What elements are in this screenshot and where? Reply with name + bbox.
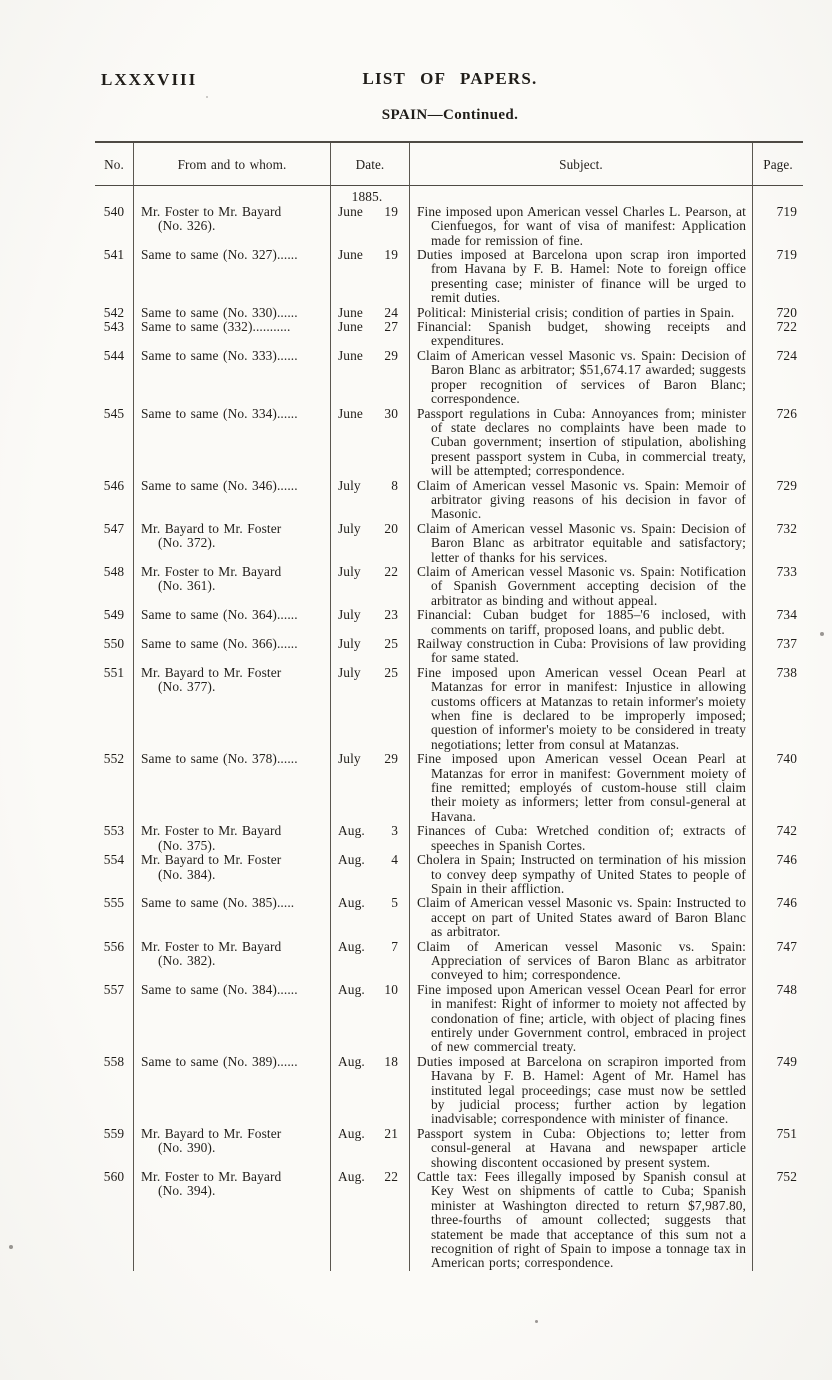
row-number: 558: [95, 1055, 134, 1127]
row-date: [331, 940, 410, 983]
row-date: [331, 896, 410, 939]
row-number: 550: [95, 637, 134, 666]
row-page-number: 752: [776, 1169, 797, 1185]
date-month: Aug.: [338, 938, 365, 954]
row-date: [331, 1127, 410, 1170]
date-month: July: [338, 477, 361, 493]
date-day: 25: [384, 664, 398, 680]
date-month: Aug.: [338, 1169, 365, 1185]
row-date: [331, 565, 410, 608]
date-month: Aug.: [338, 823, 365, 839]
correspondent-line: Same to same (No. 334)......: [141, 405, 298, 421]
row-subject: Finances of Cuba: Wretched condition of; extracts of speeches in Spanish Cortes.: [410, 824, 753, 853]
row-subject: Claim of American vessel Masonic vs. Spain: Instructed to accept on part of United States award of Baron Blanc as arbitrator.: [410, 896, 753, 939]
row-number: 559: [95, 1127, 134, 1170]
page-title: LIST OF PAPERS.: [362, 69, 538, 88]
row-page-number: 732: [776, 520, 797, 536]
correspondent-line: Same to same (No. 384)......: [141, 981, 298, 997]
date-day: 22: [384, 563, 398, 579]
row-subject: Duties imposed at Barcelona on scrapiron imported from Havana by F. B. Hamel: Agent of Mr. Hamel has instituted legal proceedings; case must now be settled by judicial process; further action by legation inadvisable; correspondence with minister of finance.: [410, 1055, 753, 1127]
correspondent-line: Same to same (No. 385).....: [141, 895, 295, 911]
correspondent-line: Mr. Bayard to Mr. Foster: [141, 1125, 282, 1141]
row-number: 540: [95, 205, 134, 248]
correspondent-line: Same to same (No. 327)......: [141, 247, 298, 263]
row-correspondents: [134, 940, 331, 983]
row-correspondents: [134, 1055, 331, 1127]
date-month: June: [338, 405, 363, 421]
correspondent-line: Mr. Foster to Mr. Bayard: [141, 1169, 282, 1185]
row-date: [331, 349, 410, 407]
row-number: 545: [95, 407, 134, 479]
row-correspondents: [134, 205, 331, 248]
row-page-number: [753, 186, 803, 204]
row-subject: Claim of American vessel Masonic vs. Spain: Appreciation of services of Baron Blanc as arbitrator conveyed to him; correspondence.: [410, 940, 753, 983]
date-month: July: [338, 607, 361, 623]
correspondent-line: Same to same (No. 378)......: [141, 751, 298, 767]
row-date: [331, 320, 410, 349]
row-page-number: 746: [776, 852, 797, 868]
row-date: [331, 608, 410, 637]
row-correspondents: [134, 752, 331, 824]
row-subject: Fine imposed upon American vessel Ocean Pearl for error in manifest: Right of informer to moiety not affected by condonation of fine; article, with object of placing fines entirely under Government control, embraced in project of new commercial treaty.: [410, 983, 753, 1055]
row-number: 553: [95, 824, 134, 853]
row-date: [331, 205, 410, 248]
row-subject: Railway construction in Cuba: Provisions of law providing for same stated.: [410, 637, 753, 666]
correspondent-line: Mr. Foster to Mr. Bayard: [141, 938, 282, 954]
date-month: Aug.: [338, 1125, 365, 1141]
row-correspondents: [134, 248, 331, 306]
row-date: [331, 824, 410, 853]
date-month: Aug.: [338, 852, 365, 868]
row-subject: [410, 186, 753, 204]
date-day: 22: [384, 1169, 398, 1185]
year-label: 1885.: [331, 186, 410, 204]
row-number: 543: [95, 320, 134, 349]
scan-speck: [535, 1320, 538, 1323]
row-number: 544: [95, 349, 134, 407]
row-subject: Financial: Cuban budget for 1885–'6 inclosed, with comments on tariff, proposed loans, and public debt.: [410, 608, 753, 637]
row-subject: Passport regulations in Cuba: Annoyances from; minister of state declares no complaints have been made to Cuban government; insertion of stipulation, abolishing present passport system in Cuba, in commercial treaty, will be attempted; correspondence.: [410, 407, 753, 479]
row-number: 557: [95, 983, 134, 1055]
row-correspondents: [134, 637, 331, 666]
row-date: [331, 1055, 410, 1127]
row-date: [331, 1170, 410, 1271]
date-day: 19: [384, 203, 398, 219]
date-month: July: [338, 751, 361, 767]
correspondent-line: (No. 375).: [158, 837, 216, 853]
correspondent-line: Mr. Bayard to Mr. Foster: [141, 664, 282, 680]
row-page-number: 729: [776, 477, 797, 493]
correspondent-line: Same to same (No. 364)......: [141, 607, 298, 623]
row-number: 554: [95, 853, 134, 896]
row-subject: Duties imposed at Barcelona upon scrap iron imported from Havana by F. B. Hamel: Note to foreign office presenting case; minister of finance will be urged to remit duties.: [410, 248, 753, 306]
row-page-number: 740: [776, 751, 797, 767]
scan-speck: [206, 96, 208, 98]
date-day: 8: [391, 477, 398, 493]
row-correspondents: [134, 349, 331, 407]
row-correspondents: [134, 306, 331, 320]
correspondent-line: (No. 390).: [158, 1140, 216, 1156]
row-page-number: 734: [776, 607, 797, 623]
row-page-number: 719: [776, 203, 797, 219]
date-month: Aug.: [338, 1053, 365, 1069]
row-page-number: 724: [776, 347, 797, 363]
date-day: 7: [391, 938, 398, 954]
row-number: 548: [95, 565, 134, 608]
row-page-number: 720: [776, 304, 797, 320]
date-day: 19: [384, 247, 398, 263]
date-month: Aug.: [338, 981, 365, 997]
date-day: 4: [391, 852, 398, 868]
date-month: June: [338, 203, 363, 219]
correspondent-line: Same to same (332)...........: [141, 319, 291, 335]
row-page-number: 738: [776, 664, 797, 680]
section-title: SPAIN—Continued.: [381, 107, 519, 123]
column-header-page: Page.: [753, 143, 803, 186]
correspondent-line: (No. 372).: [158, 535, 216, 551]
row-subject: Fine imposed upon American vessel Ocean Pearl at Matanzas for error in manifest: Injustice in allowing customs officers at Matanzas to retain informer's moiety when fine is declared to be improperly imposed; question of informer's moiety to be considered in treaty negotiations; letter from consul at Matanzas.: [410, 666, 753, 752]
correspondent-line: Same to same (No. 333)......: [141, 347, 298, 363]
date-day: 24: [384, 304, 398, 320]
date-day: 5: [391, 895, 398, 911]
row-date: [331, 479, 410, 522]
correspondent-line: Same to same (No. 346)......: [141, 477, 298, 493]
correspondent-line: (No. 394).: [158, 1183, 216, 1199]
date-day: 21: [384, 1125, 398, 1141]
correspondent-line: Mr. Foster to Mr. Bayard: [141, 203, 282, 219]
column-header-subject: Subject.: [410, 143, 753, 186]
date-month: June: [338, 347, 363, 363]
row-correspondents: [134, 479, 331, 522]
row-page-number: 748: [776, 981, 797, 997]
row-number: 556: [95, 940, 134, 983]
row-subject: Passport system in Cuba: Objections to; letter from consul-general at Havana and newspaper article showing discontent occasioned by present system.: [410, 1127, 753, 1170]
correspondent-line: Same to same (No. 366)......: [141, 636, 298, 651]
date-month: July: [338, 563, 361, 579]
correspondent-line: Mr. Foster to Mr. Bayard: [141, 563, 282, 579]
column-header-date: Date.: [331, 143, 410, 186]
date-day: 29: [384, 751, 398, 767]
date-day: 27: [384, 319, 398, 335]
row-page-number: 751: [776, 1125, 797, 1141]
row-subject: Claim of American vessel Masonic vs. Spain: Notification of Spanish Government accepting decision of the arbitrator as binding and without appeal.: [410, 565, 753, 608]
row-date: [331, 853, 410, 896]
row-number: 549: [95, 608, 134, 637]
row-date: [331, 752, 410, 824]
row-page-number: 722: [776, 319, 797, 335]
date-day: 3: [391, 823, 398, 839]
correspondent-line: Mr. Foster to Mr. Bayard: [141, 823, 282, 839]
row-correspondents: [134, 407, 331, 479]
row-number: 551: [95, 666, 134, 752]
row-correspondents: [134, 522, 331, 565]
row-correspondents: [134, 666, 331, 752]
row-page-number: 737: [776, 636, 797, 651]
row-date: [331, 983, 410, 1055]
row-date: [331, 407, 410, 479]
row-subject: Political: Ministerial crisis; condition of parties in Spain.: [410, 306, 753, 320]
row-subject: Claim of American vessel Masonic vs. Spain: Memoir of arbitrator giving reasons of his decision in favor of Masonic.: [410, 479, 753, 522]
scan-speck: [9, 1245, 13, 1249]
correspondent-line: (No. 382).: [158, 952, 216, 968]
row-subject: Cattle tax: Fees illegally imposed by Spanish consul at Key West on shipments of cattle to Cuba; Spanish minister at Washington directed to return $7,987.80, three-fourths of amount collected; suggests that statement be made that acceptance of this sum not a recognition of right of Spain to impose a tonnage tax in American ports; correspondence.: [410, 1170, 753, 1271]
row-number: 560: [95, 1170, 134, 1271]
row-correspondents: [134, 186, 331, 204]
row-page-number: 749: [776, 1053, 797, 1069]
row-subject: Fine imposed upon American vessel Charles L. Pearson, at Cienfuegos, for want of visa of manifest: Application made for remission of fine.: [410, 205, 753, 248]
row-page-number: 747: [776, 938, 797, 954]
column-header-from: From and to whom.: [134, 143, 331, 186]
page-folio-number: LXXXVIII: [101, 70, 198, 89]
date-month: June: [338, 319, 363, 335]
row-subject: Financial: Spanish budget, showing receipts and expenditures.: [410, 320, 753, 349]
date-day: 30: [384, 405, 398, 421]
date-month: June: [338, 304, 363, 320]
correspondent-line: Mr. Bayard to Mr. Foster: [141, 520, 282, 536]
column-header-no: No.: [95, 143, 134, 186]
row-correspondents: [134, 853, 331, 896]
list-of-papers-table: [95, 141, 803, 1271]
date-day: 18: [384, 1053, 398, 1069]
row-subject: Claim of American vessel Masonic vs. Spain: Decision of Baron Blanc as arbitrator equitable and satisfactory; letter of thanks for his services.: [410, 522, 753, 565]
row-subject: Fine imposed upon American vessel Ocean Pearl at Matanzas for error in manifest: Government moiety of fine remitted; employés of custom-house still claim their moiety as informers; letter from consul-general at Havana.: [410, 752, 753, 824]
correspondent-line: (No. 384).: [158, 866, 216, 882]
scan-speck: [820, 632, 824, 636]
row-page-number: 733: [776, 563, 797, 579]
row-date: [331, 306, 410, 320]
correspondent-line: (No. 361).: [158, 578, 216, 594]
date-day: 23: [384, 607, 398, 623]
row-page-number: 742: [776, 823, 797, 839]
date-month: July: [338, 636, 361, 651]
row-correspondents: [134, 1127, 331, 1170]
row-page-number: 719: [776, 247, 797, 263]
row-correspondents: [134, 608, 331, 637]
row-number: 546: [95, 479, 134, 522]
correspondent-line: (No. 326).: [158, 218, 216, 234]
row-correspondents: [134, 320, 331, 349]
row-number: [95, 186, 134, 204]
row-number: 555: [95, 896, 134, 939]
date-day: 10: [384, 981, 398, 997]
date-month: July: [338, 520, 361, 536]
date-day: 29: [384, 347, 398, 363]
correspondent-line: Mr. Bayard to Mr. Foster: [141, 852, 282, 868]
row-number: 547: [95, 522, 134, 565]
row-number: 552: [95, 752, 134, 824]
date-month: Aug.: [338, 895, 365, 911]
date-month: June: [338, 247, 363, 263]
row-page-number: 726: [776, 405, 797, 421]
date-day: 20: [384, 520, 398, 536]
date-day: 25: [384, 636, 398, 651]
row-subject: Cholera in Spain; Instructed on termination of his mission to convey deep sympathy of United States to people of Spain in their affliction.: [410, 853, 753, 896]
row-number: 541: [95, 248, 134, 306]
row-correspondents: [134, 896, 331, 939]
row-correspondents: [134, 983, 331, 1055]
correspondent-line: (No. 377).: [158, 679, 216, 695]
correspondent-line: Same to same (No. 389)......: [141, 1053, 298, 1069]
correspondent-line: Same to same (No. 330)......: [141, 304, 298, 320]
row-page-number: 746: [776, 895, 797, 911]
row-subject: Claim of American vessel Masonic vs. Spain: Decision of Baron Blanc as arbitrator; $51,674.17 awarded; suggests proper recognition of services of Baron Blanc; correspondence.: [410, 349, 753, 407]
row-correspondents: [134, 565, 331, 608]
row-number: 542: [95, 306, 134, 320]
date-month: July: [338, 664, 361, 680]
row-date: [331, 666, 410, 752]
row-correspondents: [134, 824, 331, 853]
row-correspondents: [134, 1170, 331, 1271]
row-date: [331, 248, 410, 306]
row-date: [331, 637, 410, 666]
row-date: [331, 522, 410, 565]
